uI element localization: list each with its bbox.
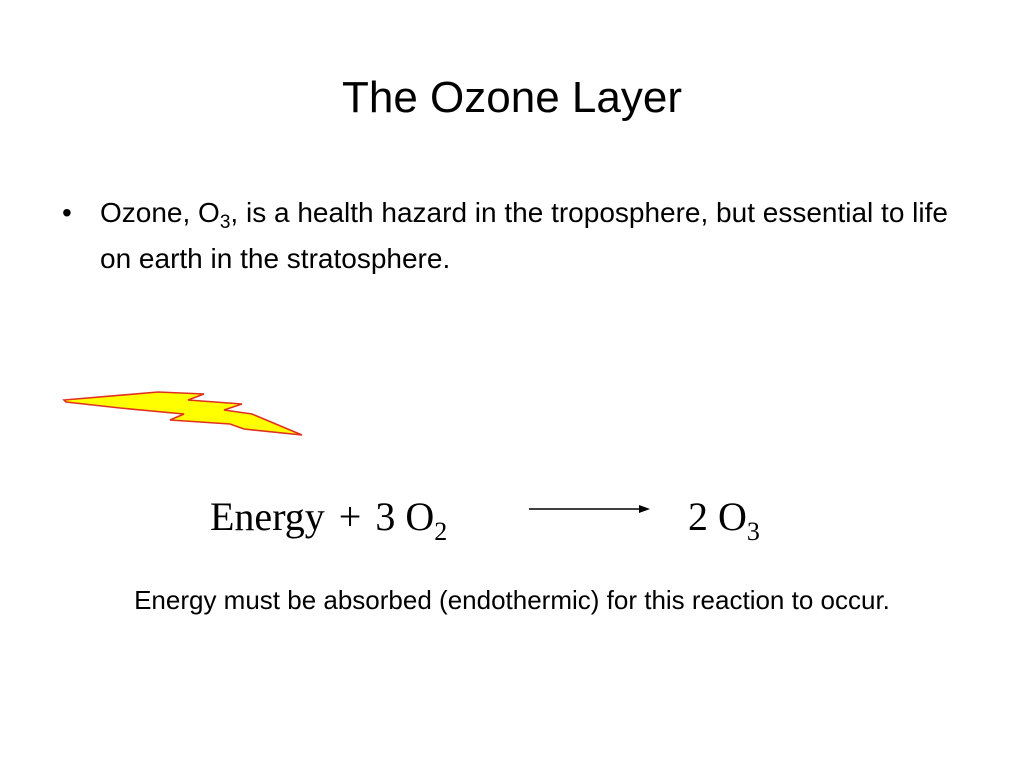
bullet-text-end: , is a health hazard in the troposphere, but essential to life on earth in the stratosphere. [100, 197, 948, 274]
equation-plus: + [338, 494, 362, 539]
bullet-subscript: 3 [219, 212, 231, 233]
bullet-text [100, 190, 950, 282]
bullet-marker: • [62, 197, 72, 228]
equation-energy: Energy [210, 494, 325, 539]
endothermic-note: Energy must be absorbed (endothermic) for this reaction to occur. [134, 585, 890, 615]
reaction-arrow-icon [527, 502, 652, 516]
lightning-bolt-shape [64, 392, 302, 435]
equation-products [688, 489, 760, 549]
lightning-bolt-icon [62, 388, 307, 440]
equation-reactants [210, 489, 447, 549]
equation-o2: 3 O [375, 494, 435, 539]
slide-title: The Ozone Layer [342, 73, 682, 122]
equation-o3: 2 O [688, 494, 747, 539]
bullet-item [62, 190, 962, 282]
bullet-text-start: Ozone, O [100, 197, 220, 228]
equation-o2-subscript: 2 [434, 517, 448, 546]
equation-o3-subscript: 3 [746, 517, 760, 546]
